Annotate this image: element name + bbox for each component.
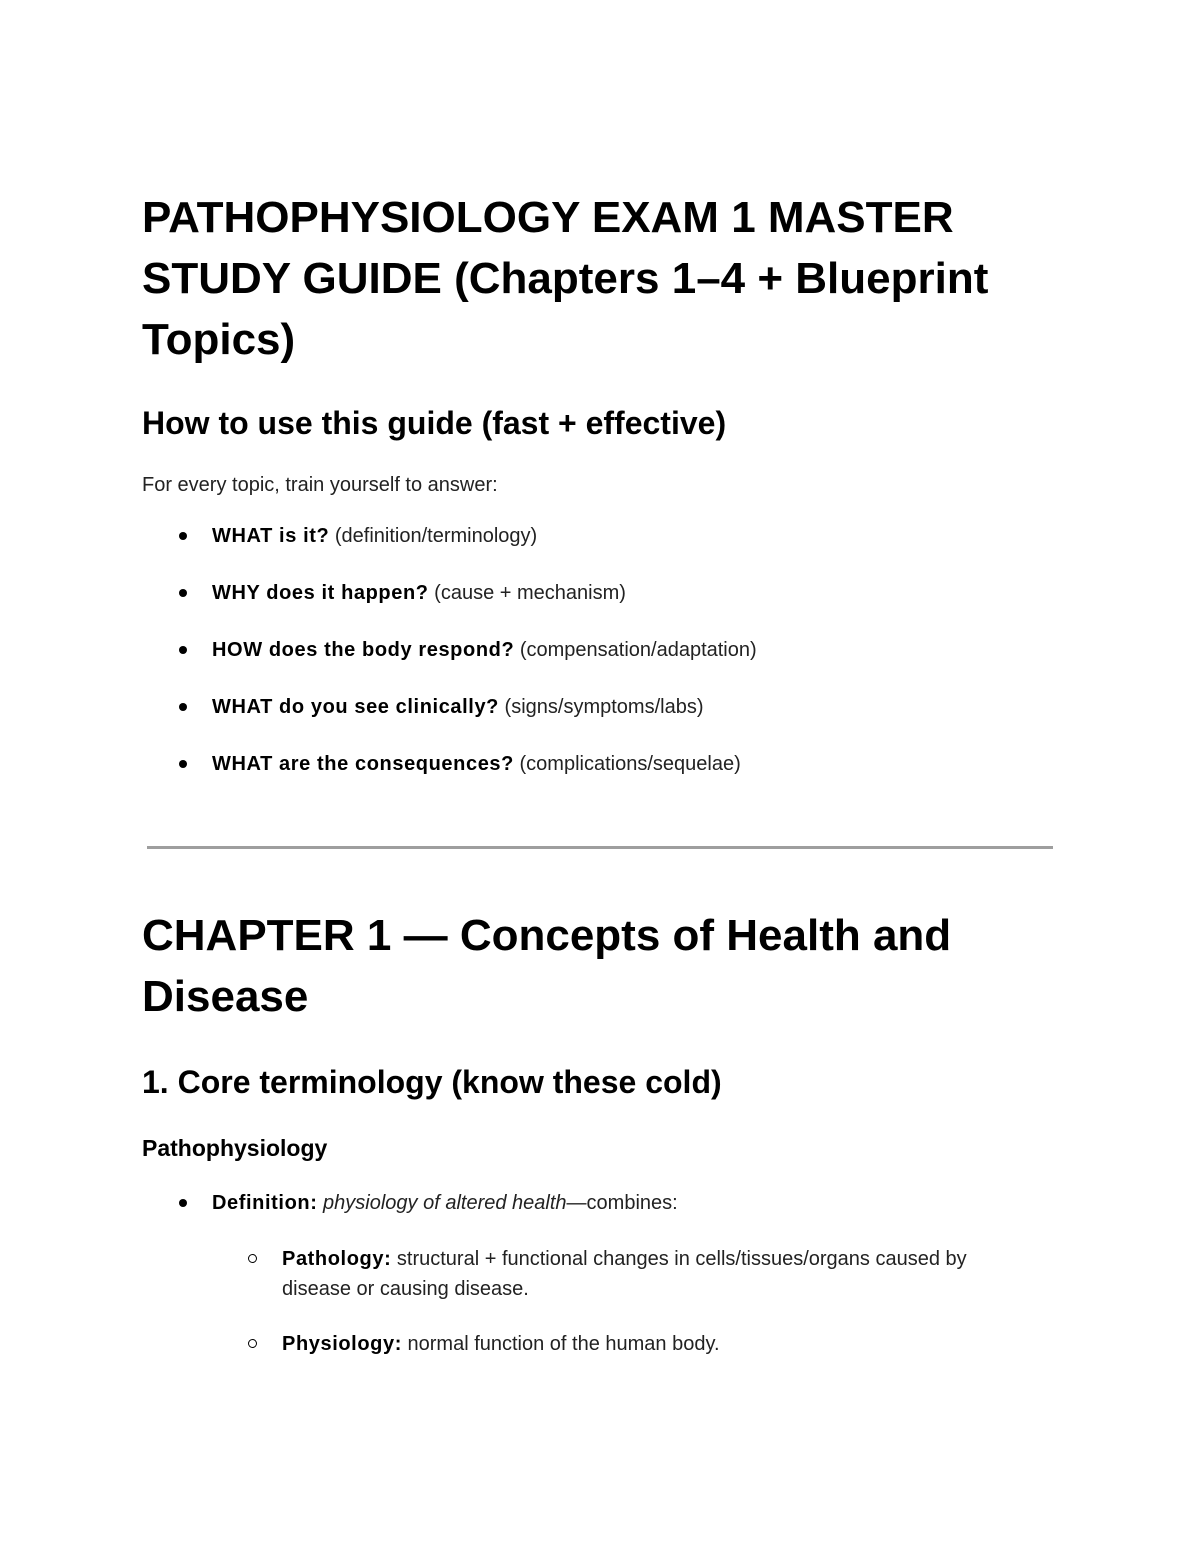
bullet-icon bbox=[179, 532, 187, 540]
list-item-text: (cause + mechanism) bbox=[428, 582, 626, 604]
list-item bbox=[142, 523, 757, 580]
hollow-bullet-icon bbox=[248, 1339, 257, 1348]
list-item bbox=[142, 637, 757, 694]
definition-italic: physiology of altered health bbox=[323, 1192, 567, 1214]
list-item-text: (signs/symptoms/labs) bbox=[499, 696, 704, 718]
chapter-title: CHAPTER 1 — Concepts of Health and Disease bbox=[142, 911, 952, 1021]
how-to-list bbox=[142, 523, 757, 808]
document-title: PATHOPHYSIOLOGY EXAM 1 MASTER STUDY GUIDE (Chapters 1–4 + Blueprint Topics) bbox=[142, 193, 989, 364]
list-item-bold: WHY does it happen? bbox=[212, 582, 429, 604]
list-item-text: (complications/sequelae) bbox=[513, 753, 741, 775]
list-item-bold: Physiology: bbox=[282, 1333, 402, 1355]
list-item-bold: Pathology: bbox=[282, 1248, 392, 1270]
definition-label: Definition: bbox=[212, 1192, 318, 1214]
list-item-bold: WHAT are the consequences? bbox=[212, 753, 514, 775]
definition-item bbox=[142, 1190, 678, 1216]
bullet-icon bbox=[179, 646, 187, 654]
bullet-icon bbox=[179, 589, 187, 597]
list-item-bold: WHAT is it? bbox=[212, 525, 330, 547]
bullet-icon bbox=[179, 1199, 187, 1207]
bullet-icon bbox=[179, 703, 187, 711]
definition-text: —combines: bbox=[566, 1192, 678, 1214]
list-item-bold: HOW does the body respond? bbox=[212, 639, 515, 661]
list-item bbox=[142, 580, 757, 637]
list-item bbox=[142, 694, 757, 751]
horizontal-divider bbox=[147, 846, 1053, 849]
list-item-text: (compensation/adaptation) bbox=[514, 639, 757, 661]
hollow-bullet-icon bbox=[248, 1254, 257, 1263]
how-to-intro: For every topic, train yourself to answer: bbox=[142, 474, 498, 496]
list-item bbox=[212, 1244, 1032, 1304]
bullet-icon bbox=[179, 760, 187, 768]
subsection-heading: Pathophysiology bbox=[142, 1135, 328, 1161]
list-item-bold: WHAT do you see clinically? bbox=[212, 696, 499, 718]
list-item bbox=[142, 751, 757, 808]
how-to-heading: How to use this guide (fast + effective) bbox=[142, 405, 727, 441]
list-item-text: normal function of the human body. bbox=[401, 1333, 720, 1355]
list-item bbox=[212, 1329, 1032, 1359]
list-item-text: structural + functional changes in cells/tissues/organs caused by disease or causing disease. bbox=[282, 1248, 967, 1300]
section-heading: 1. Core terminology (know these cold) bbox=[142, 1064, 722, 1100]
definition-sublist bbox=[212, 1244, 1032, 1359]
list-item-text: (definition/terminology) bbox=[329, 525, 538, 547]
